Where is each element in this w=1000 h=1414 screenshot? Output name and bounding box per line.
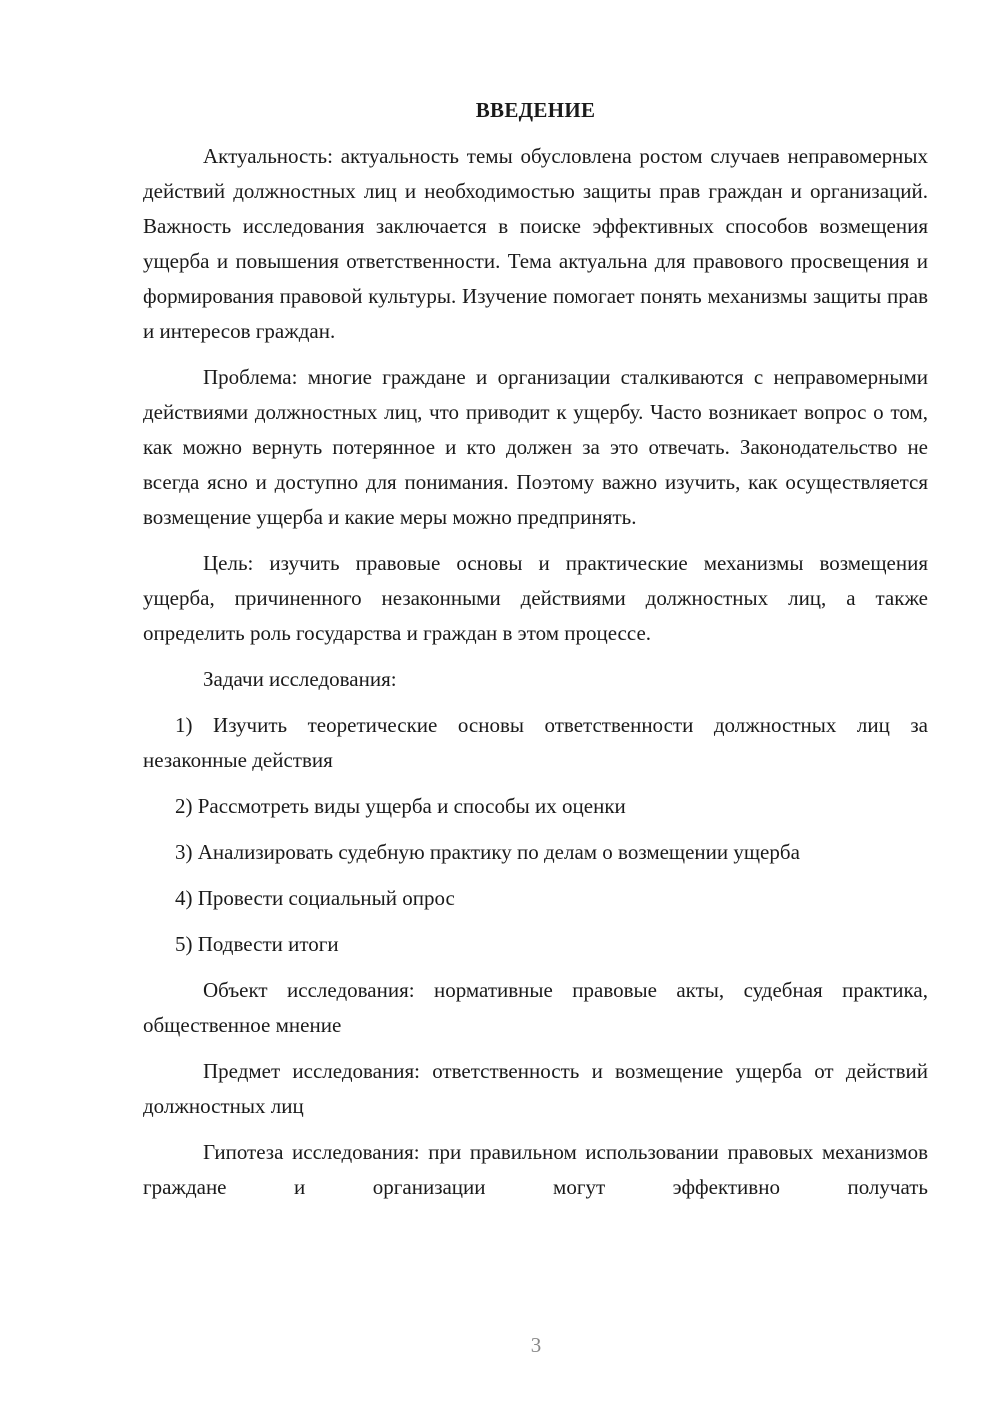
paragraph-object: Объект исследования: нормативные правовые акты, судебная практика, общественное мнение [143, 978, 928, 1037]
paragraph-relevance: Актуальность: актуальность темы обусловлена ростом случаев неправомерных действий должностных лиц и необходимостью защиты прав граждан и организаций. Важность исследования заключается в поиске эффективных способов возмещения ущерба и повышения ответственности. Тема актуальна для правового просвещения и формирования правовой культуры. Изучение помогает понять механизмы защиты прав и интересов граждан. [143, 144, 928, 343]
paragraph-problem: Проблема: многие граждане и организации сталкиваются с неправомерными действиями должностных лиц, что приводит к ущербу. Часто возникает вопрос о том, как можно вернуть потерянное и кто должен за это отвечать. Законодательство не всегда ясно и доступно для понимания. Поэтому важно изучить, как осуществляется возмещение ущерба и какие меры можно предпринять. [143, 365, 928, 529]
task-item-5: 5) Подвести итоги [175, 932, 339, 956]
task-item-3: 3) Анализировать судебную практику по делам о возмещении ущерба [175, 840, 800, 864]
section-title: ВВЕДЕНИЕ [475, 98, 596, 122]
document-page [143, 95, 928, 1216]
task-item-4: 4) Провести социальный опрос [175, 886, 455, 910]
paragraph-hypothesis: Гипотеза исследования: при правильном использовании правовых механизмов граждане и организации могут эффективно получать [143, 1140, 928, 1199]
paragraph-goal: Цель: изучить правовые основы и практические механизмы возмещения ущерба, причиненного незаконными действиями должностных лиц, а также определить роль государства и граждан в этом процессе. [143, 551, 928, 645]
paragraph-subject: Предмет исследования: ответственность и возмещение ущерба от действий должностных лиц [143, 1059, 928, 1118]
tasks-heading: Задачи исследования: [203, 667, 397, 691]
page-number: 3 [530, 1333, 542, 1357]
task-item-1: 1) Изучить теоретические основы ответственности должностных лиц за незаконные действия [143, 713, 928, 772]
task-item-2: 2) Рассмотреть виды ущерба и способы их оценки [175, 794, 626, 818]
